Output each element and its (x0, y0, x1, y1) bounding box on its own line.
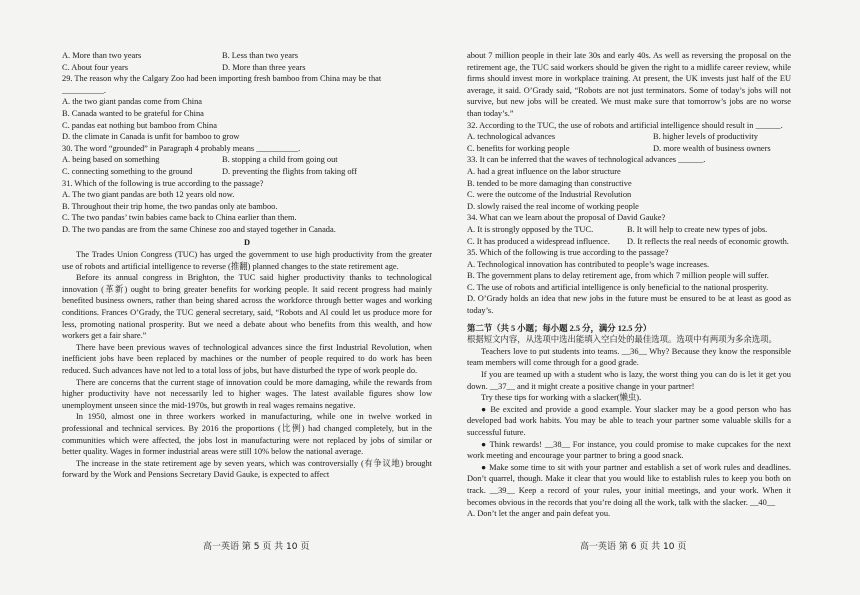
passage-paragraph: The Trades Union Congress (TUC) has urged the government to use high productivity from the greater use of robots and artificial intelligence to reverse (推翻) planned changes to the state retirement age. (62, 250, 432, 271)
q33-stem: 33. It can be inferred that the waves of technological advances ______. (467, 155, 706, 165)
page-footer-left: 高一英语 第 5 页 共 10 页 (203, 542, 310, 552)
cloze-paragraph: If you are teamed up with a student who is lazy, the worst thing you can do is let it get you down. __37__ and it might create a positive change in your partner! (467, 370, 791, 391)
option: D. More than three years (222, 62, 306, 72)
cloze-paragraph: ● Be excited and provide a good example. Your slacker may be a good person who has developed bad work habits. You may be able to teach your partner some valuable skills for a successful future. (467, 404, 791, 437)
option: A. It is strongly opposed by the TUC. (467, 224, 594, 234)
q28-options-row-2 (62, 62, 432, 74)
option: C. The two pandas’ twin babies came back to China earlier than them. (62, 213, 297, 223)
page-footer-right: 高一英语 第 6 页 共 10 页 (580, 542, 687, 552)
q30-options-row-1 (62, 154, 432, 166)
q34-options-row-1 (467, 224, 791, 236)
cloze-paragraph: ● Think rewards! __38__ For instance, you could promise to make cupcakes for the next work meeting and encourage your partner to bring a good snack. (467, 439, 791, 461)
option: C. benefits for working people (467, 143, 570, 153)
option: C. were the outcome of the Industrial Revolution (467, 190, 632, 200)
cloze-paragraph: Teachers love to put students into teams. __36__ Why? Because they know the responsible team members will come through for a good grade. (467, 346, 791, 368)
option: D. The two pandas are from the same Chinese zoo and stayed together in Canada. (62, 224, 336, 234)
option: B. Canada wanted to be grateful for China (62, 108, 204, 118)
right-page (467, 50, 791, 520)
option: A. had a great influence on the labor structure (467, 166, 621, 176)
option: A. Technological innovation has contributed to people’s wage increases. (467, 259, 710, 269)
option: C. pandas eat nothing but bamboo from China (62, 120, 217, 130)
option: A. More than two years (62, 51, 142, 60)
option: B. The government plans to delay retirement age, from which 7 million people will suffer. (467, 271, 769, 281)
section-2-title: 第二节（共 5 小题；每小题 2.5 分，满分 12.5 分） (467, 323, 652, 333)
cloze-option-a: A. Don’t let the anger and pain defeat you. (467, 509, 611, 519)
option: D. O’Grady holds an idea that new jobs in the future must be ensured to be at least as good as today’s. (467, 294, 791, 316)
option: B. It will help to create new types of jobs. (627, 224, 768, 234)
q35-stem: 35. Which of the following is true according to the passage? (467, 248, 669, 258)
q34-options-row-2 (467, 236, 791, 248)
option: D. slowly raised the real income of working people (467, 201, 639, 211)
option: C. About four years (62, 62, 129, 72)
option: B. stopping a child from going out (222, 155, 338, 165)
option: B. tended to be more damaging than constructive (467, 178, 632, 188)
passage-paragraph: Before its annual congress in Brighton, the TUC said higher productivity thanks to technological innovation (革新) ought to bring greater benefits for working people. It said recent progress had mainly benefited business owners, rather than being shared across the workforce through better wages and working conditions. Frances O’Grady, the TUC general secretary, said, “Robots and AI could let us produce more for less, promoting national prosperity. But we need a debate about who benefits from this wealth, and how workers get a fair share.” (62, 273, 432, 341)
option: A. the two giant pandas come from China (62, 97, 203, 107)
cloze-paragraph: Try these tips for working with a slacker(懒虫). (481, 393, 642, 403)
option: D. more wealth of business owners (653, 143, 771, 153)
option: D. It reflects the real needs of economic growth. (627, 236, 789, 246)
passage-paragraph: There are concerns that the current stage of innovation could be more damaging, while the rewards from higher productivity have not necessarily led to higher wages. The latest available figures show low unemployment unseen since the mid-1970s, but growth in real wages remains negative. (62, 377, 432, 410)
passage-paragraph: There have been previous waves of technological advances since the first Industrial Revolution, when inefficient jobs have been replaced by machines or the number of people required to do work has been reduced. Such advances have not led to a total loss of jobs, but have disturbed the type of work people do. (62, 342, 432, 376)
left-page (62, 50, 432, 481)
option: C. It has produced a widespread influence. (467, 236, 610, 246)
q31-stem: 31. Which of the following is true according to the passage? (62, 178, 264, 188)
option: A. The two giant pandas are both 12 years old now. (62, 190, 235, 200)
option: C. connecting something to the ground (62, 166, 193, 176)
passage-paragraph: The increase in the state retirement age by seven years, which was controversially (有争议地) brought forward by the Work and Pensions Secretary David Gauke, is expected to affect (62, 458, 432, 480)
option: D. preventing the flights from taking off (222, 166, 357, 176)
section-2-instructions: 根据短文内容，从选项中选出能填入空白处的最佳选项。选项中有两项为多余选项。 (467, 335, 777, 345)
passage-paragraph: In 1950, almost one in three workers worked in manufacturing, while one in twelve worked in professional and technical services. By 2016 the proportions (比例) had changed completely, but in the communities which were affected, the jobs lost in manufacturing were not replaced by jobs of similar or better quality. Wages in former industrial areas were still 10% below the national average. (62, 412, 432, 457)
option: C. The use of robots and artificial intelligence is only beneficial to the national prosperity. (467, 282, 769, 292)
passage-continuation: about 7 million people in their late 30s and early 40s. As well as reversing the proposal on the retirement age, the TUC said workers should be given the right to a midlife career review, while firms should invest more in workplace training. At present, the UK invests just half of the EU average, it said. O’Grady said, “Robots are not just terminators. Some of today’s jobs will not survive, but new jobs will be created. We must make sure that tomorrow’s jobs are no worse than today’s.” (467, 51, 791, 118)
cloze-paragraph: ● Make some time to sit with your partner and establish a set of work rules and deadlines. Don’t quarrel, though. Make it clear that you would like to establish rules to keep you both on track. __39__ Keep a record of your rules, your initial meetings, and your work. When it becomes obvious in the records that you’re doing all the work, talk with the slacker. __40__ (467, 462, 791, 507)
q29-stem: 29. The reason why the Calgary Zoo had been importing fresh bamboo from China may be that (62, 74, 382, 84)
option: A. technological advances (467, 132, 556, 142)
section-d-heading: D (243, 237, 251, 247)
option: A. being based on something (62, 155, 160, 165)
q32-options-row-1 (467, 131, 791, 143)
q34-stem: 34. What can we learn about the proposal of David Gauke? (467, 213, 666, 223)
q29-blank: __________. (62, 85, 106, 95)
q30-options-row-2 (62, 166, 432, 178)
option: B. higher levels of productivity (653, 132, 758, 142)
option: D. the climate in Canada is unfit for bamboo to grow (62, 132, 240, 142)
option: B. Less than two years (222, 51, 299, 60)
q32-stem: 32. According to the TUC, the use of robots and artificial intelligence should result in ______. (467, 120, 783, 130)
q32-options-row-2 (467, 143, 791, 155)
q30-stem: 30. The word “grounded” in Paragraph 4 probably means __________. (62, 143, 301, 153)
option: B. Throughout their trip home, the two pandas only ate bamboo. (62, 201, 278, 211)
q28-options-row-1 (62, 50, 432, 62)
